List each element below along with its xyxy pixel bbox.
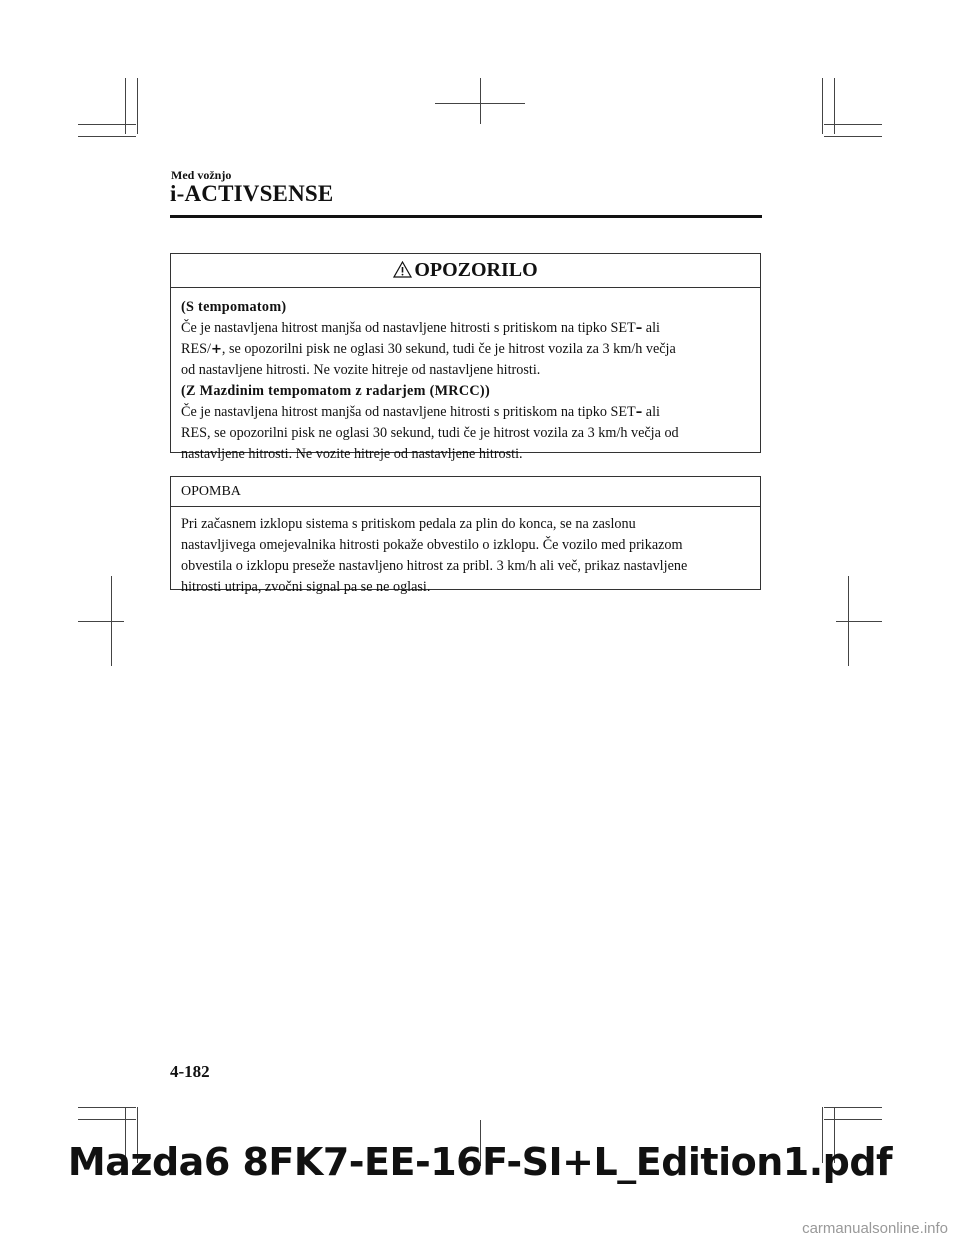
warning-triangle-icon bbox=[393, 261, 412, 278]
warning-text: ali bbox=[642, 320, 660, 336]
watermark[interactable]: carmanualsonline.info bbox=[802, 1220, 948, 1237]
section-label: Med vožnjo bbox=[171, 168, 232, 182]
note-header bbox=[171, 477, 760, 507]
minus-symbol: – bbox=[635, 321, 643, 336]
warning-title: OPOZORILO bbox=[414, 259, 538, 281]
note-line: hitrosti utripa, zvočni signal pa se ne oglasi. bbox=[181, 579, 431, 595]
footer-filename: Mazda6 8FK7-EE-16F-SI+L_Edition1.pdf bbox=[67, 1140, 893, 1184]
section-title: i-ACTIVSENSE bbox=[170, 181, 334, 206]
note-body bbox=[171, 507, 760, 598]
warning-line bbox=[181, 444, 750, 465]
warning-text: Če je nastavljena hitrost manjša od nastavljene hitrosti s pritiskom na tipko SET bbox=[181, 404, 636, 420]
note-line: obvestila o izklopu preseže nastavljeno hitrost za pribl. 3 km/h ali več, prikaz nastavljene bbox=[181, 558, 688, 574]
plus-symbol: + bbox=[210, 342, 222, 357]
minus-symbol: – bbox=[635, 405, 643, 420]
title-rule bbox=[170, 215, 762, 218]
warning-text: nastavljene hitrosti. Ne vozite hitreje od nastavljene hitrosti. bbox=[181, 446, 523, 462]
warning-text: RES, se opozorilni pisk ne oglasi 30 sekund, tudi če je hitrost vozila za 3 km/h večja od bbox=[181, 425, 679, 441]
page-number: 4-182 bbox=[170, 1062, 210, 1081]
warning-line bbox=[181, 402, 750, 423]
note-title: OPOMBA bbox=[181, 483, 241, 499]
warning-text: od nastavljene hitrosti. Ne vozite hitreje od nastavljene hitrosti. bbox=[181, 362, 541, 378]
note-line: nastavljivega omejevalnika hitrosti pokaže obvestilo o izklopu. Če vozilo med prikazom bbox=[181, 537, 683, 553]
note-line: Pri začasnem izklopu sistema s pritiskom pedala za plin do konca, se na zaslonu bbox=[181, 516, 636, 532]
warning-line bbox=[181, 360, 750, 381]
warning-body bbox=[171, 288, 760, 465]
warning-subheading-mrcc: (Z Mazdinim tempomatom z radarjem (MRCC)) bbox=[181, 383, 490, 399]
warning-line bbox=[181, 423, 750, 444]
warning-header bbox=[171, 254, 760, 288]
warning-box bbox=[170, 253, 761, 462]
warning-line bbox=[181, 318, 750, 339]
warning-line bbox=[181, 339, 750, 360]
note-box bbox=[170, 476, 761, 595]
warning-text: , se opozorilni pisk ne oglasi 30 sekund, tudi če je hitrost vozila za 3 km/h večja bbox=[221, 341, 676, 357]
warning-subheading-cruise: (S tempomatom) bbox=[181, 299, 287, 315]
warning-text: Če je nastavljena hitrost manjša od nastavljene hitrosti s pritiskom na tipko SET bbox=[181, 320, 636, 336]
warning-text: RES/ bbox=[181, 341, 211, 357]
warning-text: ali bbox=[642, 404, 660, 420]
